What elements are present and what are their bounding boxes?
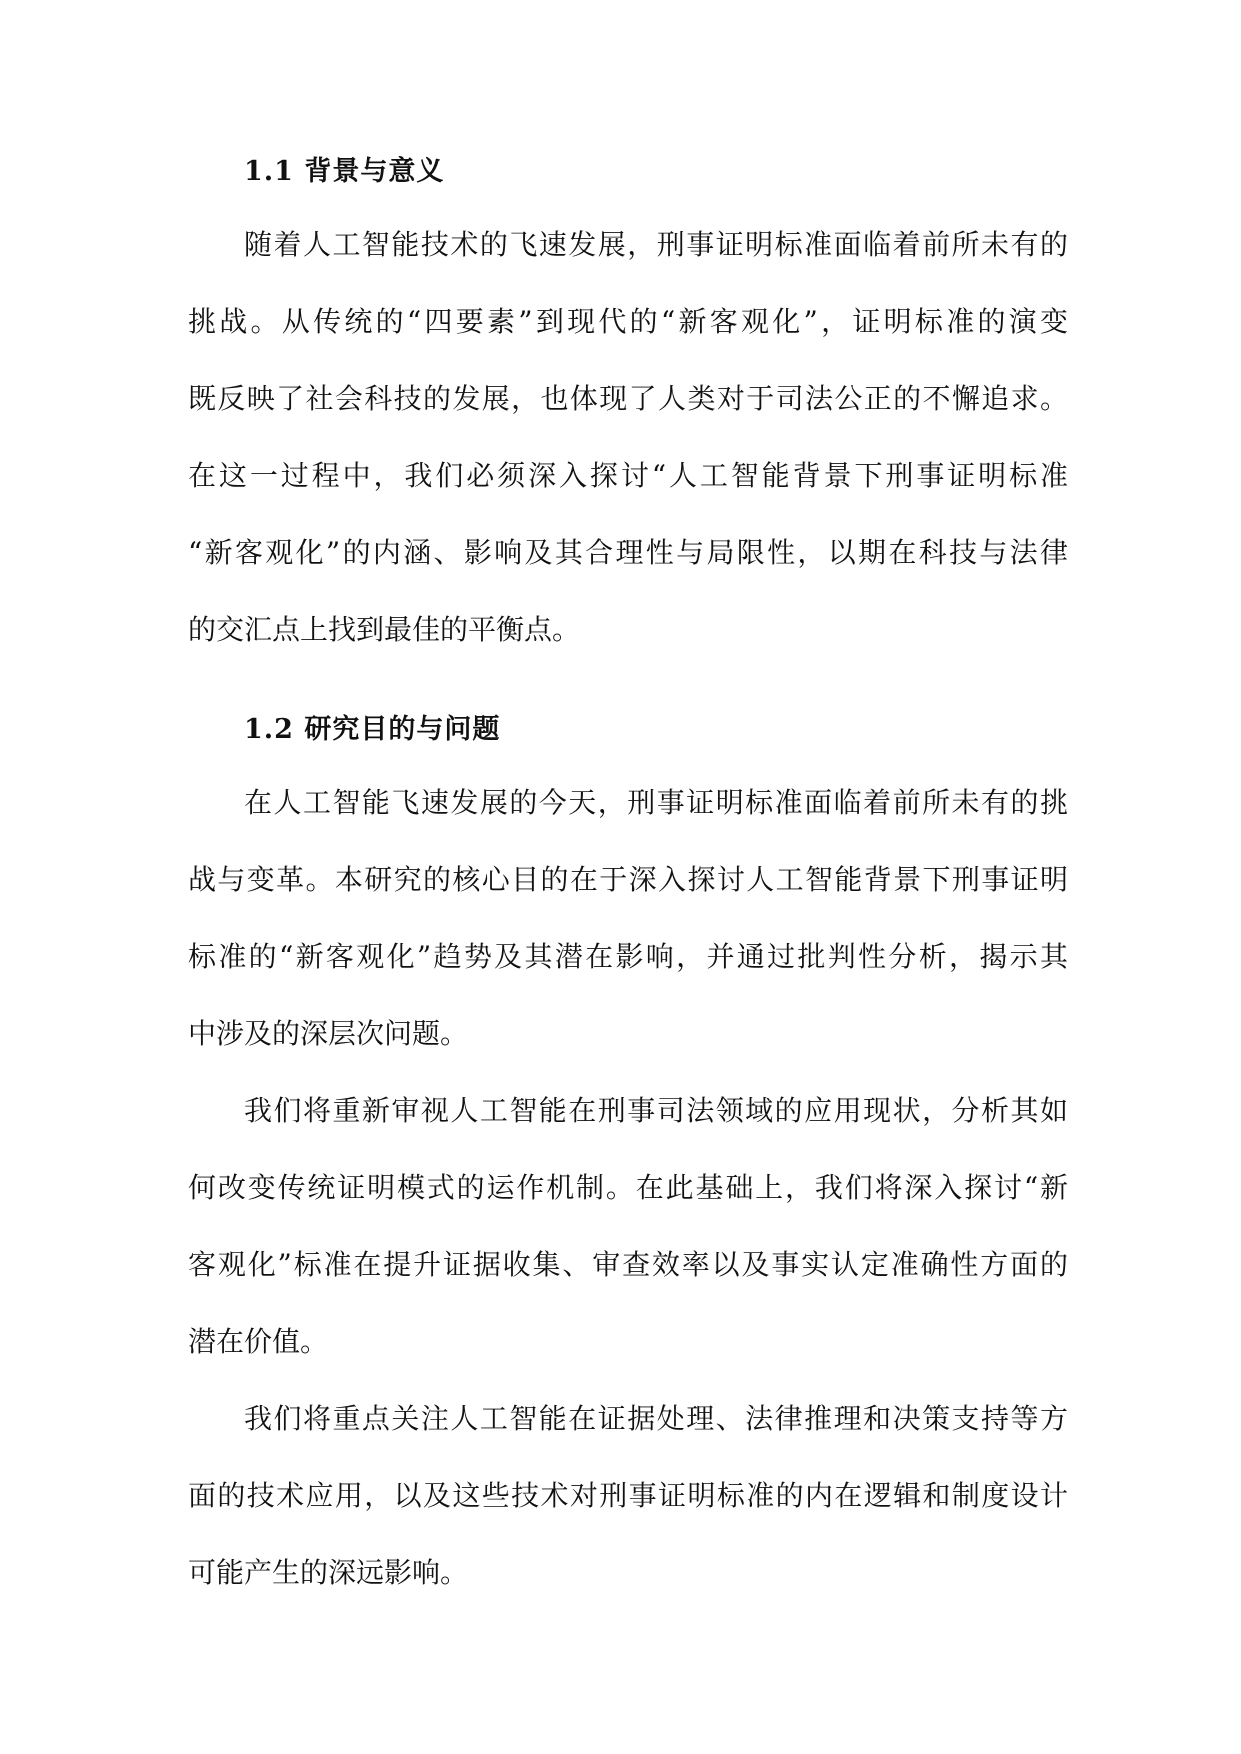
paragraph-line: 标准的“新客观化”趋势及其潜在影响，并通过批判性分析，揭示其: [188, 940, 1068, 973]
paragraph-line: 挑战。从传统的“四要素”到现代的“新客观化”，证明标准的演变: [188, 305, 1068, 338]
paragraph-line: 中涉及的深层次问题。: [188, 1017, 469, 1050]
paragraph-line: 面的技术应用，以及这些技术对刑事证明标准的内在逻辑和制度设计: [188, 1479, 1068, 1512]
paragraph-line: 客观化”标准在提升证据收集、审查效率以及事实认定准确性方面的: [188, 1248, 1068, 1281]
paragraph-line: 战与变革。本研究的核心目的在于深入探讨人工智能背景下刑事证明: [188, 863, 1068, 896]
paragraph-line: “新客观化”的内涵、影响及其合理性与局限性，以期在科技与法律: [188, 536, 1068, 569]
paragraph-line: 潜在价值。: [188, 1325, 329, 1358]
paragraph-line: 我们将重点关注人工智能在证据处理、法律推理和决策支持等方: [244, 1402, 1068, 1435]
paragraph-line: 在这一过程中，我们必须深入探讨“人工智能背景下刑事证明标准: [188, 459, 1068, 492]
paragraph-line: 既反映了社会科技的发展，也体现了人类对于司法公正的不懈追求。: [188, 382, 1068, 415]
paragraph-line: 随着人工智能技术的飞速发展，刑事证明标准面临着前所未有的: [244, 228, 1068, 261]
section-1-2-paragraph-2: [188, 1072, 1068, 1380]
section-1-2-paragraph-1: [188, 764, 1068, 1072]
section-1-2-paragraph-3: [188, 1380, 1068, 1611]
section-heading-1-1: 1.1 背景与意义: [244, 156, 445, 187]
paragraph-line: 在人工智能飞速发展的今天，刑事证明标准面临着前所未有的挑: [244, 786, 1068, 819]
section-1-1-paragraph-1: [188, 206, 1068, 668]
paragraph-line: 的交汇点上找到最佳的平衡点。: [188, 613, 581, 646]
section-heading-1-2: 1.2 研究目的与问题: [244, 714, 501, 745]
document-body: [188, 138, 1068, 1611]
paragraph-line: 我们将重新审视人工智能在刑事司法领域的应用现状，分析其如: [244, 1094, 1068, 1127]
paragraph-line: 可能产生的深远影响。: [188, 1556, 469, 1589]
paragraph-line: 何改变传统证明模式的运作机制。在此基础上，我们将深入探讨“新: [188, 1171, 1068, 1204]
section-spacer: [188, 668, 1068, 696]
